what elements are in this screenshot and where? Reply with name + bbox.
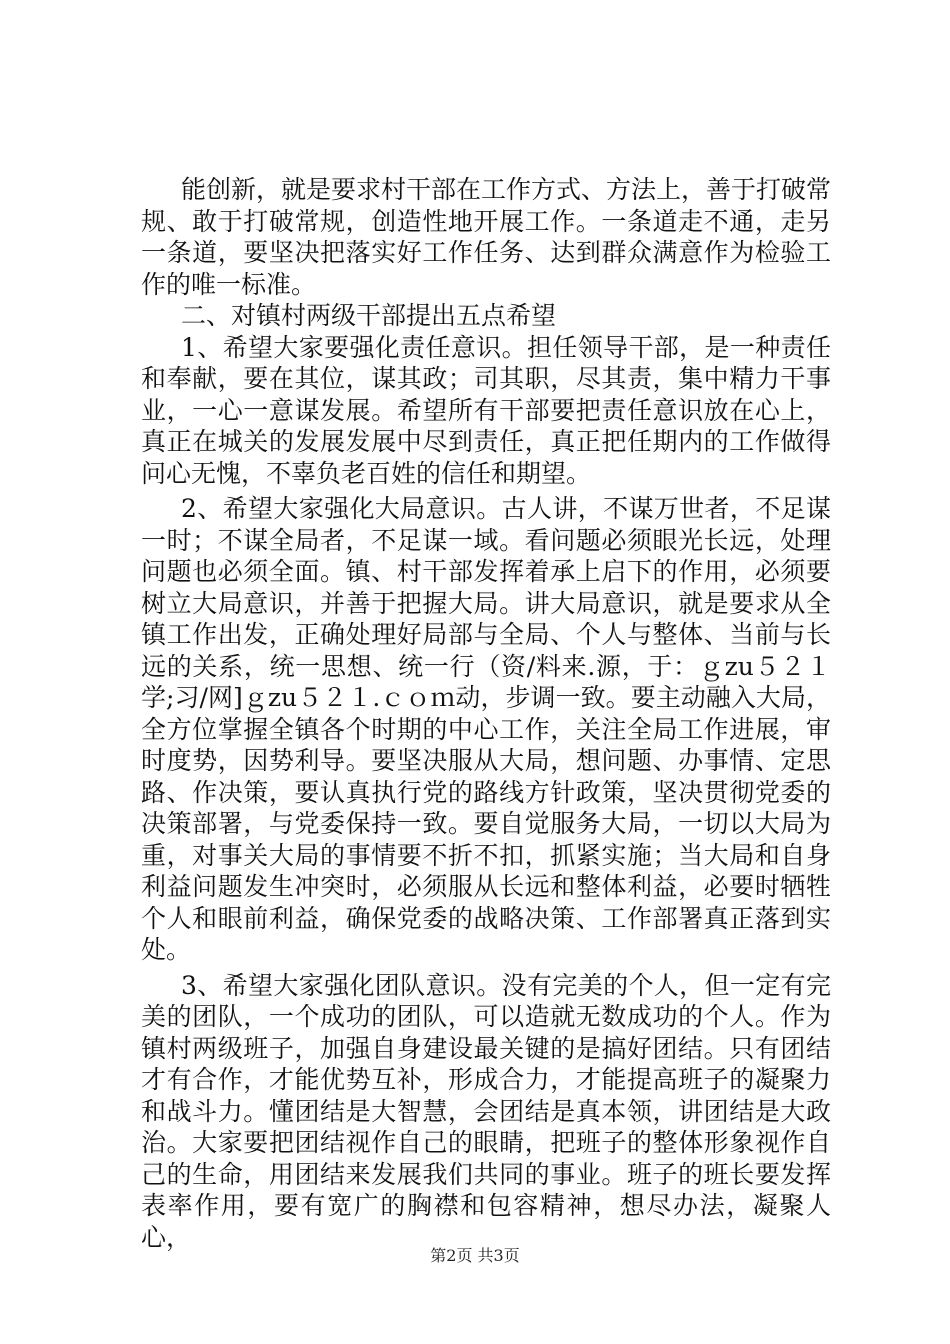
document-body: [141, 174, 831, 1253]
section-heading-five-hopes: 二、对镇村两级干部提出五点希望: [181, 301, 557, 330]
paragraph-big-picture: 2、希望大家强化大局意识。古人讲，不谋万世者，不足谋一时；不谋全局者，不足谋一域。看问题必须眼光长远，处理问题也必须全面。镇、村干部发挥着承上启下的作用，必须要树立大局意识，并善于把握大局。讲大局意识，就是要求从全镇工作出发，正确处理好局部与全局、个人与整体、当前与长远的关系，统一思想、统一行（资/料来.源，于：ｇzu５２１学;习/网]ｇzu５２１.ｃｏｍ动，步调一致。要主动融入大局，全方位掌握全镇各个时期的中心工作，关注全局工作进展，审时度势，因势利导。要坚决服从大局，想问题、办事情、定思路、作决策，要认真执行党的路线方针政策，坚决贯彻党委的决策部署，与党委保持一致。要自觉服务大局，一切以大局为重，对事关大局的事情要不折不扣，抓紧实施；当大局和自身利益问题发生冲突时，必须服从长远和整体利益，必要时牺牲个人和眼前利益，确保党委的战略决策、工作部署真正落到实处。: [141, 494, 831, 964]
paragraph-innovation: 能创新，就是要求村干部在工作方式、方法上，善于打破常规、敢于打破常规，创造性地开展工作。一条道走不通，走另一条道，要坚决把落实好工作任务、达到群众满意作为检验工作的唯一标准。: [141, 175, 832, 299]
paragraph-teamwork: 3、希望大家强化团队意识。没有完美的个人，但一定有完美的团队，一个成功的团队，可以造就无数成功的个人。作为镇村两级班子，加强自身建设最关键的是搞好团结。只有团结才有合作，才能优势互补，形成合力，才能提高班子的凝聚力和战斗力。懂团结是大智慧，会团结是真本领，讲团结是大政治。大家要把团结视作自己的眼睛，把班子的整体形象视作自己的生命，用团结来发展我们共同的事业。班子的班长要发挥表率作用，要有宽广的胸襟和包容精神，想尽办法，凝聚人心，: [141, 970, 831, 1252]
page-footer: 第2页 共3页: [430, 1246, 520, 1265]
paragraph-responsibility: 1、希望大家要强化责任意识。担任领导干部，是一种责任和奉献，要在其位，谋其政；司其职，尽其责，集中精力干事业，一心一意谋发展。希望所有干部要把责任意识放在心上，真正在城关的发展发展中尽到责任，真正把任期内的工作做得问心无愧，不辜负老百姓的信任和期望。: [141, 332, 831, 488]
